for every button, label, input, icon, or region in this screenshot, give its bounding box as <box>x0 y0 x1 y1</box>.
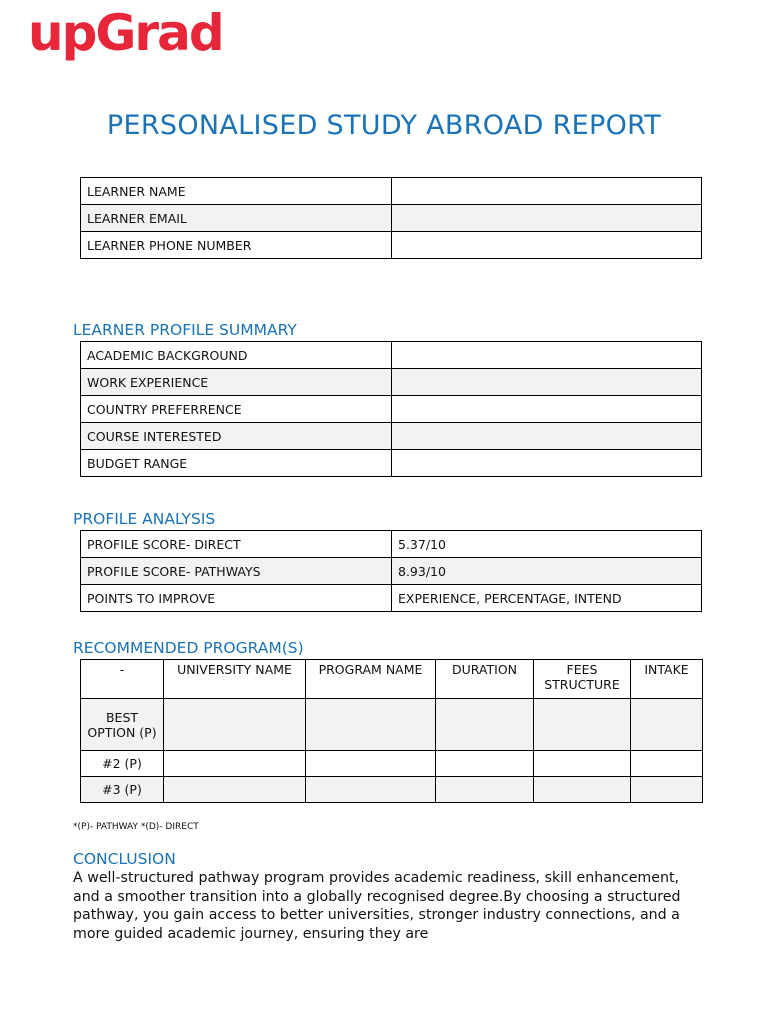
learner-info-table <box>80 177 702 259</box>
row-label: #2 (P) <box>81 751 164 777</box>
row-label: ACADEMIC BACKGROUND <box>81 342 392 369</box>
row-label: BUDGET RANGE <box>81 450 392 477</box>
cell <box>164 699 306 751</box>
column-header: - <box>81 660 164 699</box>
cell <box>534 777 631 803</box>
table-row <box>81 777 703 803</box>
row-label: PROFILE SCORE- PATHWAYS <box>81 558 392 585</box>
cell <box>534 699 631 751</box>
row-value <box>392 369 702 396</box>
profile-analysis-heading: PROFILE ANALYSIS <box>73 510 216 528</box>
row-value <box>392 396 702 423</box>
cell <box>306 751 436 777</box>
page-title: PERSONALISED STUDY ABROAD REPORT <box>106 110 662 141</box>
row-value <box>392 450 702 477</box>
recommended-heading: RECOMMENDED PROGRAM(S) <box>73 639 304 657</box>
learner-phone-value <box>392 232 702 259</box>
cell <box>631 699 703 751</box>
cell <box>164 777 306 803</box>
table-row <box>81 396 702 423</box>
column-header: DURATION <box>436 660 534 699</box>
cell <box>436 751 534 777</box>
column-header: FEES STRUCTURE <box>534 660 631 699</box>
profile-summary-table <box>80 341 702 477</box>
learner-email-label: LEARNER EMAIL <box>81 205 392 232</box>
row-label: #3 (P) <box>81 777 164 803</box>
table-row <box>81 178 702 205</box>
learner-name-value <box>392 178 702 205</box>
row-label: COURSE INTERESTED <box>81 423 392 450</box>
cell <box>631 751 703 777</box>
row-value <box>392 342 702 369</box>
learner-name-label: LEARNER NAME <box>81 178 392 205</box>
row-label: COUNTRY PREFERRENCE <box>81 396 392 423</box>
cell <box>306 699 436 751</box>
table-row <box>81 558 702 585</box>
row-label: PROFILE SCORE- DIRECT <box>81 531 392 558</box>
learner-email-value <box>392 205 702 232</box>
table-row <box>81 205 702 232</box>
conclusion-text: A well-structured pathway program provides academic readiness, skill enhancement, and a smoother transition into a globally recognised degree.By choosing a structured pathway, you gain access to better universities, stronger industry connections, and a more guided academic journey, ensuring they are <box>73 870 681 942</box>
upgrad-logo: upGrad <box>28 4 223 62</box>
profile-summary-heading: LEARNER PROFILE SUMMARY <box>73 321 297 339</box>
recommended-programs-table <box>80 659 703 803</box>
row-label: WORK EXPERIENCE <box>81 369 392 396</box>
row-label: POINTS TO IMPROVE <box>81 585 392 612</box>
table-row <box>81 699 703 751</box>
column-header: UNIVERSITY NAME <box>164 660 306 699</box>
table-row <box>81 531 702 558</box>
profile-analysis-table <box>80 530 702 612</box>
cell <box>164 751 306 777</box>
row-value: 5.37/10 <box>392 531 702 558</box>
learner-phone-label: LEARNER PHONE NUMBER <box>81 232 392 259</box>
table-row <box>81 369 702 396</box>
conclusion-heading: CONCLUSION <box>73 850 176 868</box>
cell <box>436 777 534 803</box>
row-label: BEST OPTION (P) <box>81 699 164 751</box>
table-row <box>81 342 702 369</box>
column-header: INTAKE <box>631 660 703 699</box>
row-value: EXPERIENCE, PERCENTAGE, INTEND <box>392 585 702 612</box>
row-value <box>392 423 702 450</box>
table-row <box>81 751 703 777</box>
column-header: PROGRAM NAME <box>306 660 436 699</box>
table-row <box>81 232 702 259</box>
table-header-row <box>81 660 703 699</box>
cell <box>534 751 631 777</box>
cell <box>306 777 436 803</box>
legend-note: *(P)- PATHWAY *(D)- DIRECT <box>73 822 199 832</box>
row-value: 8.93/10 <box>392 558 702 585</box>
cell <box>631 777 703 803</box>
table-row <box>81 585 702 612</box>
cell <box>436 699 534 751</box>
table-row <box>81 423 702 450</box>
table-row <box>81 450 702 477</box>
